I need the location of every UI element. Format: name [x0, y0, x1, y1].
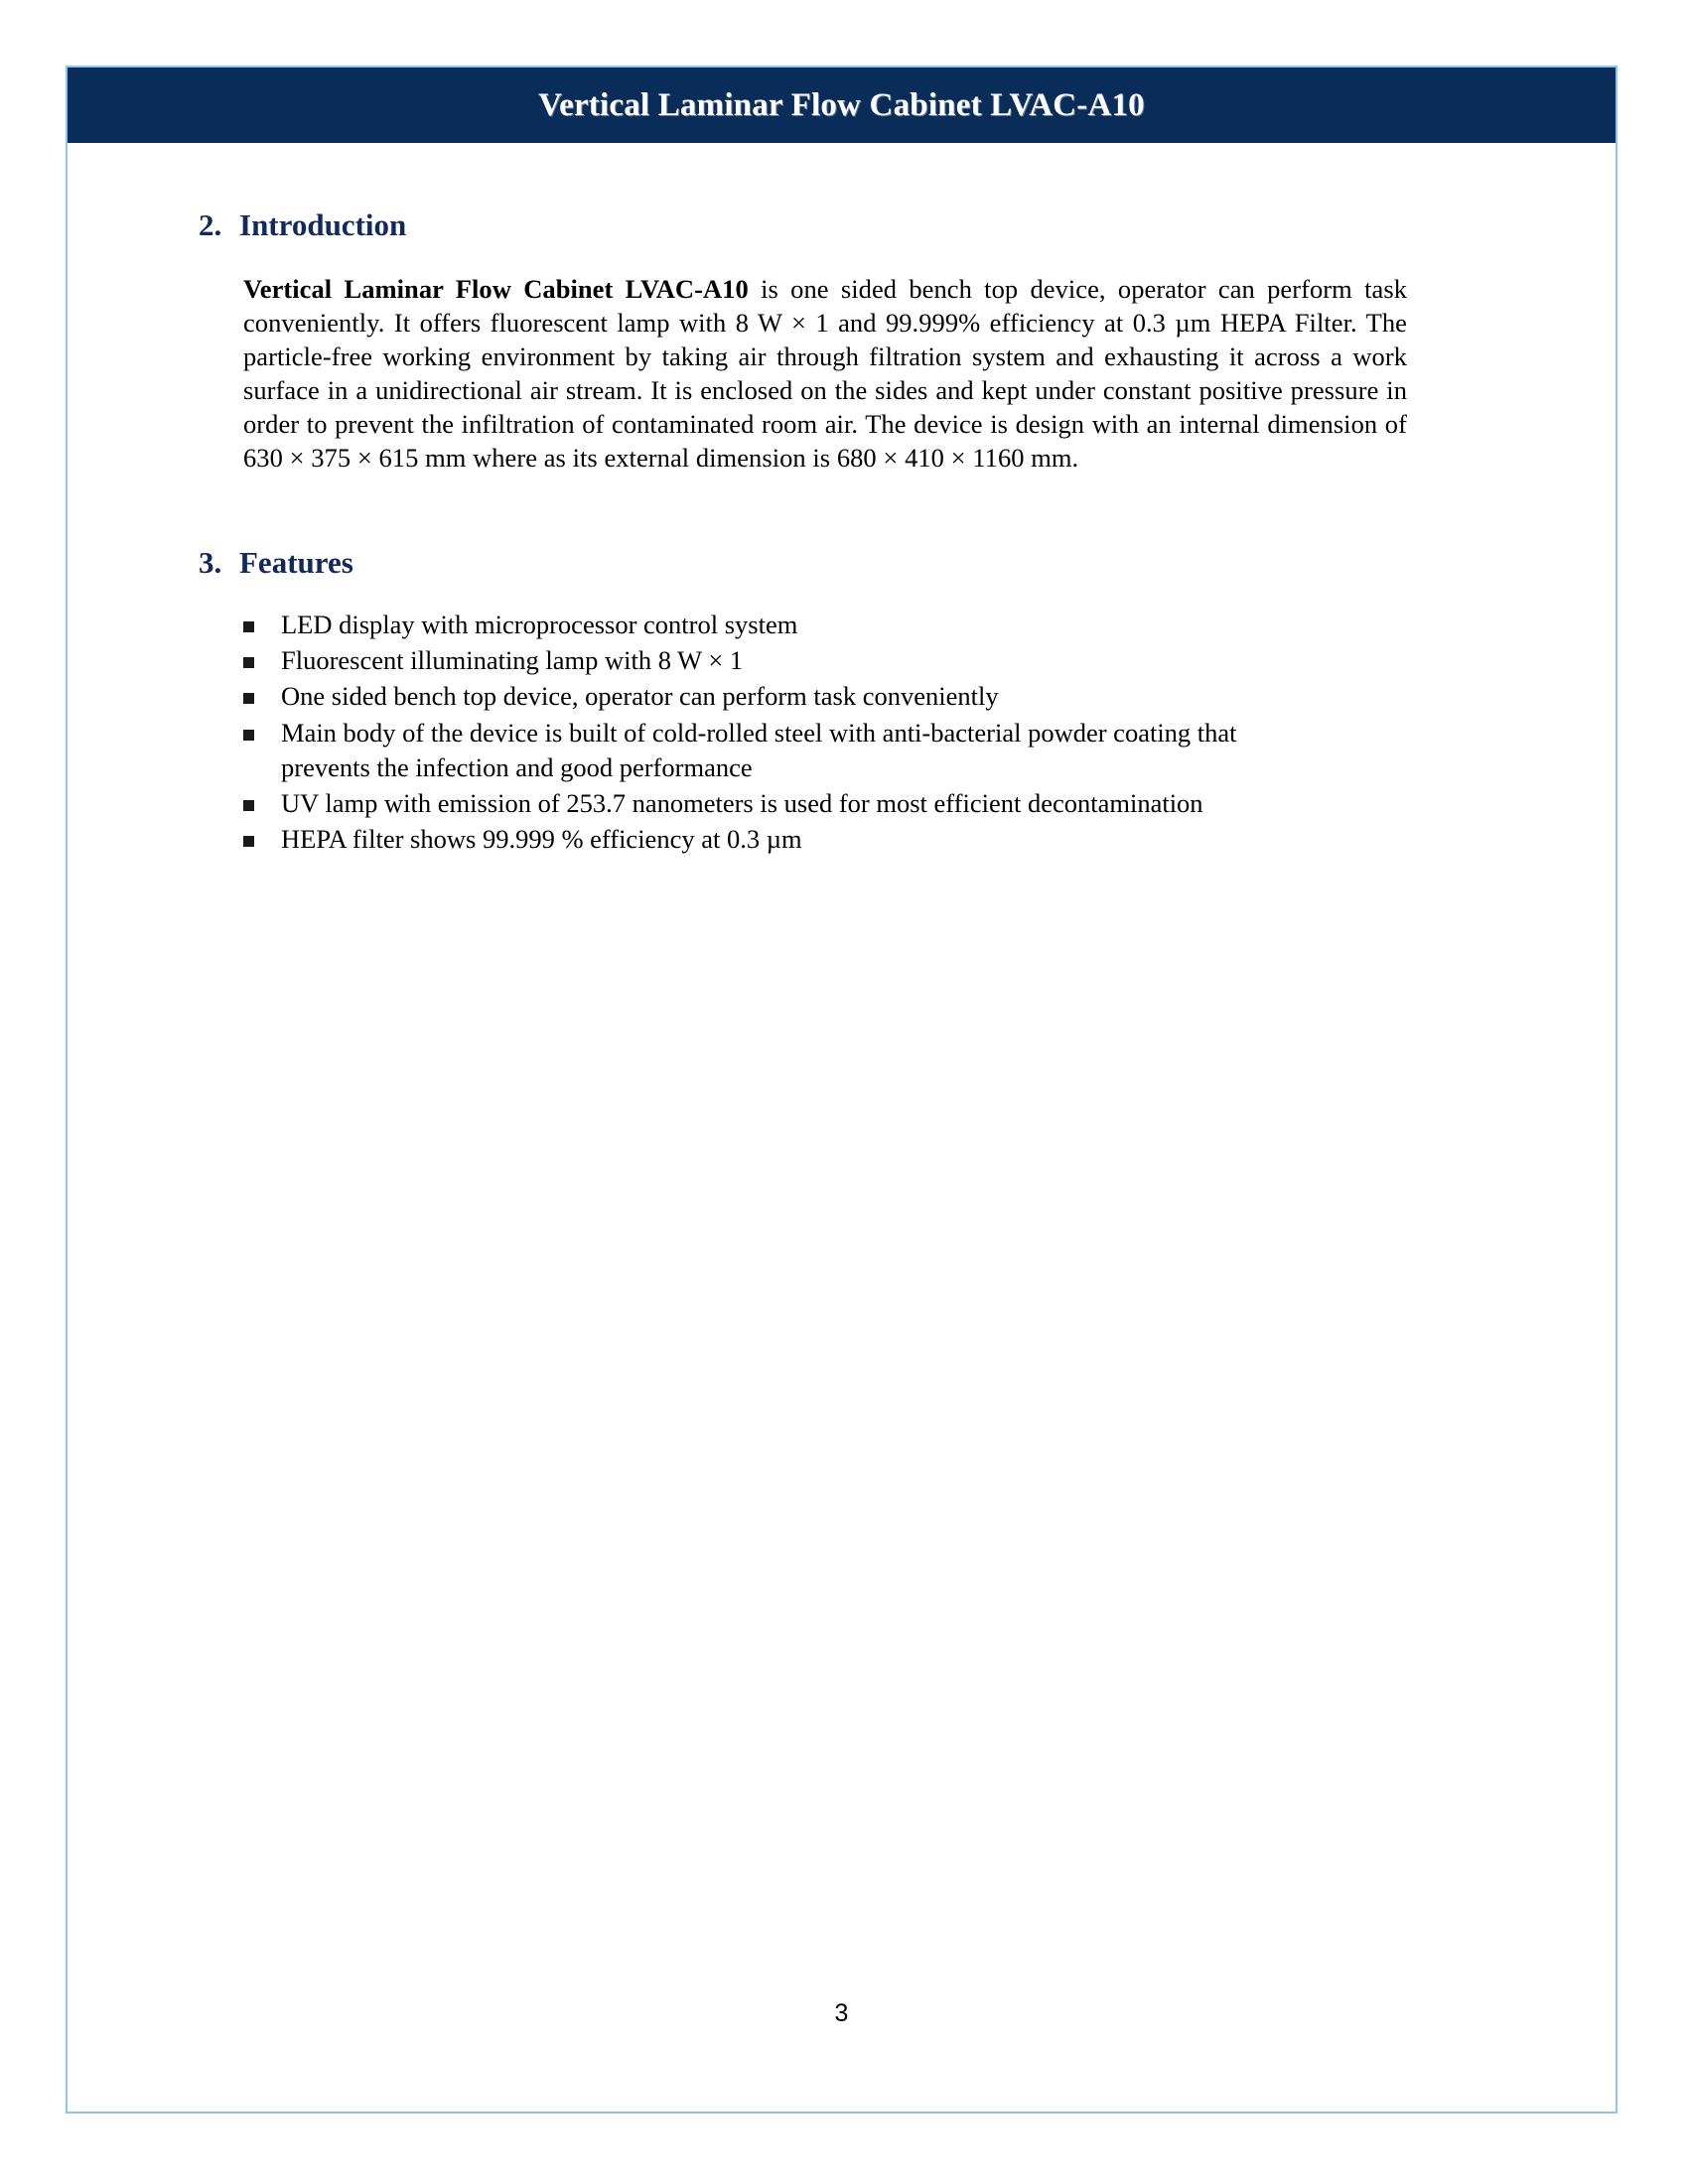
feature-list-item-label: Main body of the device is built of cold-rolled steel with anti-bacterial powder coating that prevents the infection and good performance [281, 717, 1237, 782]
feature-list-item [243, 643, 1288, 678]
feature-list-item-label: One sided bench top device, operator can perform task conveniently [281, 681, 999, 712]
feature-list-item-label: HEPA filter shows 99.999 % efficiency at 0.3 µm [281, 824, 802, 855]
feature-list-item-label: UV lamp with emission of 253.7 nanometers is used for most efficient decontamination [281, 788, 1203, 819]
heading-introduction-text: Introduction [239, 207, 407, 242]
feature-list-item [243, 786, 1288, 821]
square-bullet-icon [243, 621, 254, 632]
feature-list-item-label: LED display with microprocessor control system [281, 610, 798, 639]
feature-list-item [243, 608, 1288, 642]
section-features [68, 545, 1616, 859]
square-bullet-icon [243, 693, 254, 704]
heading-features-text: Features [239, 545, 353, 580]
heading-introduction [199, 207, 1616, 243]
introduction-paragraph-lead: Vertical Laminar Flow Cabinet LVAC-A10 [243, 274, 749, 304]
feature-list-item [243, 716, 1288, 785]
feature-list-item [243, 679, 1288, 714]
section-introduction [68, 207, 1616, 475]
document-page [66, 66, 1618, 2114]
heading-features-number: 3. [199, 545, 222, 580]
square-bullet-icon [243, 657, 254, 668]
feature-list-item [243, 822, 1288, 857]
heading-introduction-number: 2. [199, 207, 222, 242]
page-number: 3 [834, 1999, 849, 2027]
square-bullet-icon [243, 836, 254, 847]
page-footer [68, 1999, 1616, 2028]
document-title: Vertical Laminar Flow Cabinet LVAC-A10 [538, 86, 1145, 123]
square-bullet-icon [243, 730, 254, 741]
document-header-banner [68, 68, 1616, 143]
features-list [68, 608, 1616, 858]
introduction-paragraph-body: is one sided bench top device, operator can perform task conveniently. It offers fluorescent lamp with 8 W × 1 and 99.999% efficiency at 0.3 µm HEPA Filter. The particle-free working environment by taking air through filtration system and exhausting it across a work surface in a unidirectional air stream. It is enclosed on the sides and kept under constant positive pressure in order to prevent the infiltration of contaminated room air. The device is design with an internal dimension of 630 × 375 × 615 mm where as its external dimension is 680 × 410 × 1160 mm. [243, 274, 1407, 474]
feature-list-item-label: Fluorescent illuminating lamp with 8 W × 1 [281, 645, 744, 676]
document-content [68, 143, 1616, 2112]
introduction-paragraph [243, 272, 1407, 475]
square-bullet-icon [243, 800, 254, 811]
heading-features [199, 545, 1616, 581]
